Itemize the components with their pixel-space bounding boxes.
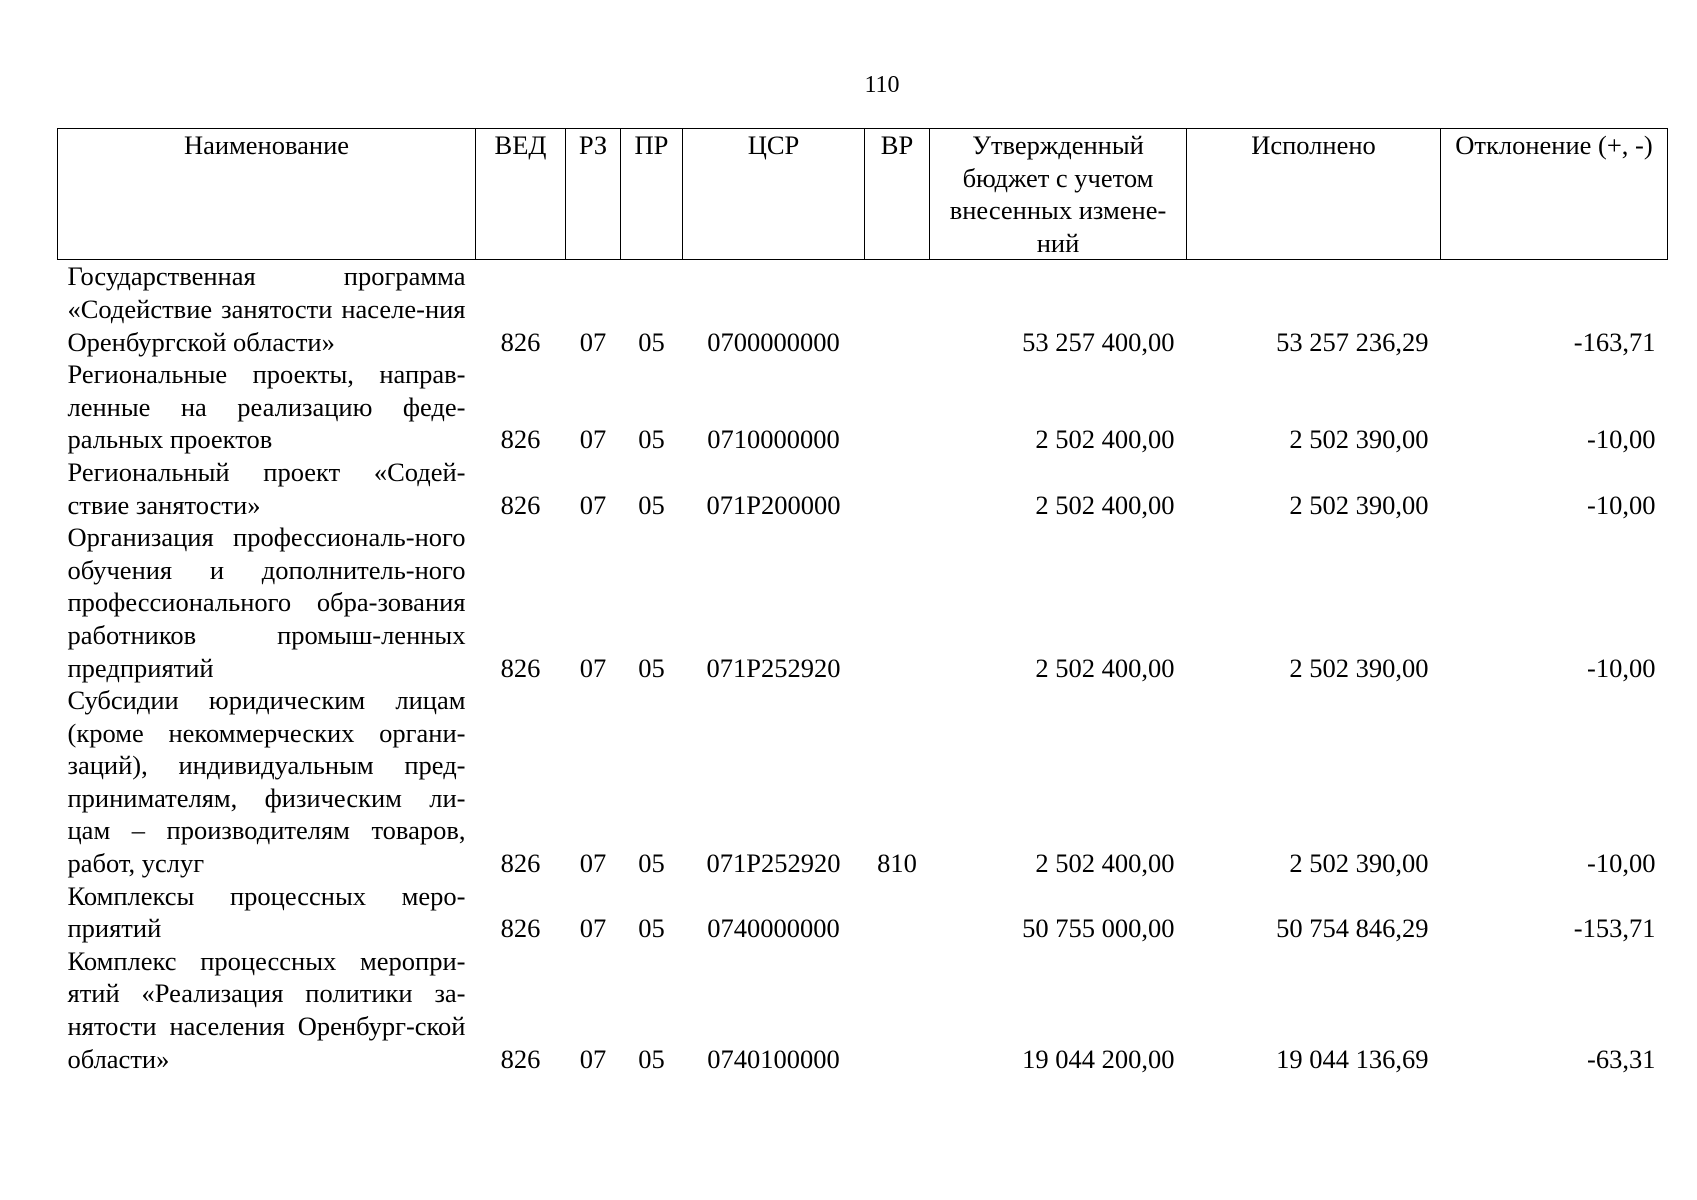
row-vr (865, 880, 930, 945)
row-vr (865, 945, 930, 1075)
row-pr: 05 (638, 848, 665, 879)
row-csr: 0710000000 (707, 424, 840, 455)
row-approved: 2 502 400,00 (1035, 848, 1175, 879)
header-name: Наименование (58, 129, 476, 260)
row-ved: 826 (500, 424, 541, 455)
row-rz: 07 (579, 424, 607, 455)
table-row (58, 880, 1668, 945)
row-executed: 2 502 390,00 (1289, 424, 1429, 455)
header-csr: ЦСР (683, 129, 865, 260)
row-csr: 0740100000 (707, 1043, 840, 1074)
row-executed: 50 754 846,29 (1276, 913, 1429, 944)
row-pr: 05 (638, 913, 665, 944)
row-approved: 2 502 400,00 (1035, 489, 1175, 520)
row-pr: 05 (638, 652, 665, 683)
row-rz: 07 (579, 489, 607, 520)
row-vr (865, 456, 930, 521)
row-rz: 07 (579, 326, 607, 357)
header-row (58, 129, 1668, 260)
table-body (58, 260, 1668, 1075)
row-ved: 826 (500, 913, 541, 944)
row-name: Региональный проект «Содей-ствие занятости» (67, 456, 466, 520)
table-row (58, 684, 1668, 880)
row-executed: 53 257 236,29 (1276, 326, 1429, 357)
row-deviation: -10,00 (1587, 848, 1656, 879)
row-vr: 810 (877, 848, 917, 879)
row-deviation: -153,71 (1573, 913, 1656, 944)
row-pr: 05 (638, 489, 665, 520)
row-approved: 19 044 200,00 (1022, 1043, 1175, 1074)
row-ved: 826 (500, 489, 541, 520)
row-executed: 2 502 390,00 (1289, 848, 1429, 879)
row-vr (865, 521, 930, 684)
table-header (58, 129, 1668, 260)
header-rz: РЗ (566, 129, 621, 260)
header-pr: ПР (621, 129, 683, 260)
row-rz: 07 (579, 652, 607, 683)
header-approved: Утвержденный бюджет с учетом внесенных измене-ний (930, 129, 1187, 260)
row-deviation: -10,00 (1587, 489, 1656, 520)
table-row (58, 260, 1668, 358)
row-deviation: -10,00 (1587, 652, 1656, 683)
row-rz: 07 (579, 848, 607, 879)
row-name: Комплекс процессных меропри-ятий «Реализация политики за-нятости населения Оренбург-ской области» (67, 945, 466, 1074)
row-deviation: -63,31 (1587, 1043, 1656, 1074)
row-name: Субсидии юридическим лицам (кроме некоммерческих органи-заций), индивидуальным пред-принимателям, физическим ли-цам – производителям товаров, работ, услуг (67, 685, 466, 879)
row-vr (865, 358, 930, 456)
row-ved: 826 (500, 1043, 541, 1074)
row-rz: 07 (579, 1043, 607, 1074)
header-deviation: Отклонение (+, -) (1441, 129, 1668, 260)
header-executed: Исполнено (1187, 129, 1441, 260)
row-csr: 071P252920 (706, 848, 841, 879)
row-vr (865, 260, 930, 358)
row-executed: 2 502 390,00 (1289, 489, 1429, 520)
row-name: Государственная программа «Содействие занятости населе-ния Оренбургской области» (67, 261, 466, 357)
row-ved: 826 (500, 652, 541, 683)
row-executed: 2 502 390,00 (1289, 652, 1429, 683)
row-csr: 0740000000 (707, 913, 840, 944)
row-pr: 05 (638, 424, 665, 455)
budget-table (57, 128, 1668, 1075)
page-number: 110 (864, 72, 900, 98)
table-row (58, 456, 1668, 521)
row-deviation: -163,71 (1573, 326, 1656, 357)
row-approved: 53 257 400,00 (1022, 326, 1175, 357)
header-vr: ВР (865, 129, 930, 260)
row-approved: 50 755 000,00 (1022, 913, 1175, 944)
row-csr: 0700000000 (707, 326, 840, 357)
table-row (58, 358, 1668, 456)
row-name: Региональные проекты, направ-ленные на реализацию феде-ральных проектов (67, 359, 466, 455)
row-csr: 071P252920 (706, 652, 841, 683)
row-ved: 826 (500, 326, 541, 357)
table-row (58, 945, 1668, 1075)
row-ved: 826 (500, 848, 541, 879)
row-executed: 19 044 136,69 (1276, 1043, 1429, 1074)
row-pr: 05 (638, 326, 665, 357)
header-ved: ВЕД (476, 129, 566, 260)
row-pr: 05 (638, 1043, 665, 1074)
row-name: Организация профессиональ-ного обучения и дополнитель-ного профессионального обра-зования работников промыш-ленных предприятий (67, 522, 466, 683)
row-csr: 071P200000 (706, 489, 841, 520)
row-name: Комплексы процессных меро-приятий (67, 880, 466, 944)
row-approved: 2 502 400,00 (1035, 424, 1175, 455)
row-approved: 2 502 400,00 (1035, 652, 1175, 683)
row-deviation: -10,00 (1587, 424, 1656, 455)
table-row (58, 521, 1668, 684)
row-rz: 07 (579, 913, 607, 944)
